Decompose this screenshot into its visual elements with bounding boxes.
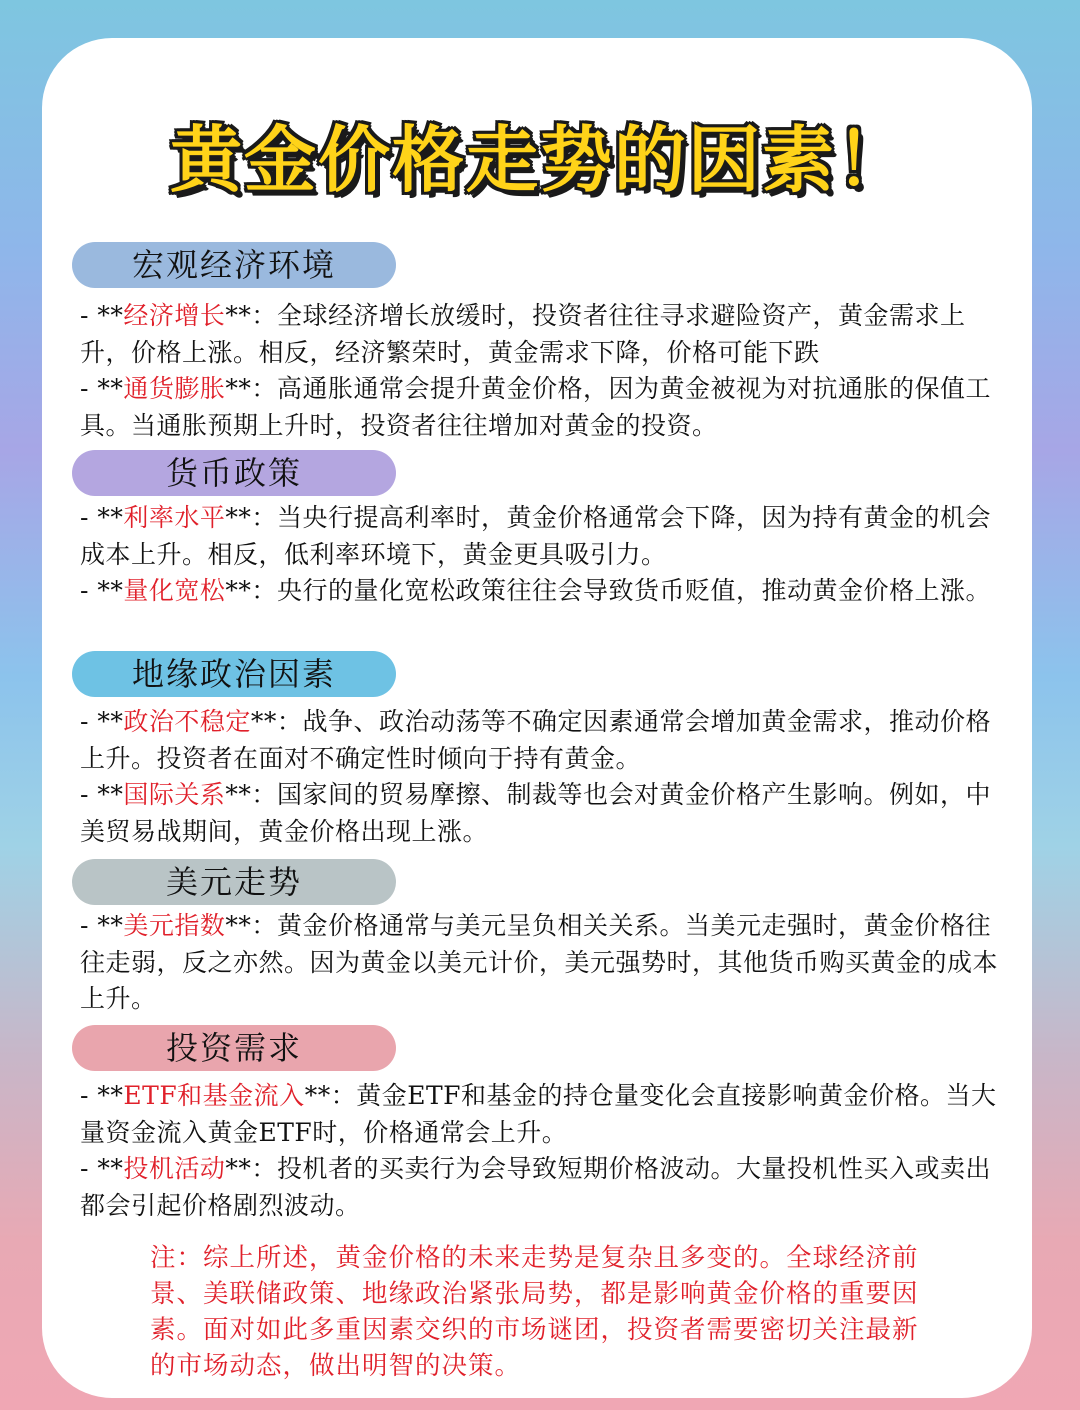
section-body-geopolitics	[80, 704, 1000, 850]
item-text: 投机者的买卖行为会导致短期价格波动。大量投机性买入或卖出都会引起价格剧烈波动。	[80, 1154, 991, 1220]
item-prefix: - **	[80, 503, 124, 532]
item-prefix: - **	[80, 1081, 124, 1110]
item-keyword: 国际关系	[123, 780, 226, 809]
list-item	[80, 704, 1000, 777]
item-prefix: - **	[80, 780, 124, 809]
item-text: 战争、政治动荡等不确定因素通常会增加黄金需求，推动价格上升。投资者在面对不确定性时倾向于持有黄金。	[80, 707, 991, 773]
page-title: 黄金价格走势的因素！	[169, 118, 910, 202]
item-prefix: - **	[80, 707, 124, 736]
item-suffix: **：	[250, 707, 303, 736]
item-suffix: **：	[225, 780, 277, 809]
item-text: 央行的量化宽松政策往往会导致货币贬值，推动黄金价格上涨。	[276, 576, 991, 605]
item-text: 高通胀通常会提升黄金价格，因为黄金被视为对抗通胀的保值工具。当通胀预期上升时，投资者往往增加对黄金的投资。	[80, 374, 991, 440]
item-suffix: **：	[304, 1081, 357, 1110]
item-keyword: 经济增长	[123, 301, 226, 330]
list-item	[80, 500, 1000, 573]
list-item	[80, 908, 1000, 1018]
item-prefix: - **	[80, 1154, 124, 1183]
item-suffix: **：	[225, 911, 277, 940]
item-keyword: ETF和基金流入	[123, 1081, 305, 1110]
list-item	[80, 1078, 1000, 1151]
item-keyword: 量化宽松	[123, 576, 226, 605]
item-prefix: - **	[80, 301, 124, 330]
item-prefix: - **	[80, 576, 124, 605]
item-keyword: 利率水平	[123, 503, 226, 532]
section-header-usd-trend: 美元走势	[72, 859, 396, 905]
item-prefix: - **	[80, 911, 124, 940]
section-header-investment-demand: 投资需求	[72, 1025, 396, 1071]
item-prefix: - **	[80, 374, 124, 403]
section-header-macro-economy: 宏观经济环境	[72, 242, 396, 288]
list-item	[80, 777, 1000, 850]
list-item	[80, 298, 1000, 371]
summary-note: 注：综上所述，黄金价格的未来走势是复杂且多变的。全球经济前景、美联储政策、地缘政治紧张局势，都是影响黄金价格的重要因素。面对如此多重因素交织的市场谜团，投资者需要密切关注最新的市场动态，做出明智的决策。	[150, 1243, 919, 1381]
item-keyword: 通货膨胀	[123, 374, 226, 403]
section-body-monetary-policy	[80, 500, 1000, 610]
list-item	[80, 371, 1000, 444]
item-text: 全球经济增长放缓时，投资者往往寻求避险资产，黄金需求上升，价格上涨。相反，经济繁荣时，黄金需求下降，价格可能下跌	[80, 301, 966, 367]
item-text: 黄金价格通常与美元呈负相关关系。当美元走强时，黄金价格往往走弱，反之亦然。因为黄金以美元计价，美元强势时，其他货币购买黄金的成本上升。	[80, 911, 999, 1013]
item-text: 国家间的贸易摩擦、制裁等也会对黄金价格产生影响。例如，中美贸易战期间，黄金价格出现上涨。	[80, 780, 991, 846]
section-header-geopolitics: 地缘政治因素	[72, 651, 396, 697]
item-suffix: **：	[225, 301, 277, 330]
item-suffix: **：	[225, 503, 277, 532]
section-body-macro-economy	[80, 298, 1000, 444]
item-suffix: **：	[225, 576, 277, 605]
item-suffix: **：	[225, 374, 277, 403]
section-body-investment-demand	[80, 1078, 1000, 1224]
section-body-usd-trend	[80, 908, 1000, 1018]
item-keyword: 投机活动	[123, 1154, 226, 1183]
item-keyword: 美元指数	[123, 911, 226, 940]
section-header-monetary-policy: 货币政策	[72, 450, 396, 496]
item-text: 黄金ETF和基金的持仓量变化会直接影响黄金价格。当大量资金流入黄金ETF时，价格通常会上升。	[80, 1081, 997, 1147]
item-suffix: **：	[225, 1154, 277, 1183]
list-item	[80, 1151, 1000, 1224]
item-text: 当央行提高利率时，黄金价格通常会下降，因为持有黄金的机会成本上升。相反，低利率环境下，黄金更具吸引力。	[80, 503, 991, 569]
item-keyword: 政治不稳定	[123, 707, 251, 736]
list-item	[80, 573, 1000, 610]
